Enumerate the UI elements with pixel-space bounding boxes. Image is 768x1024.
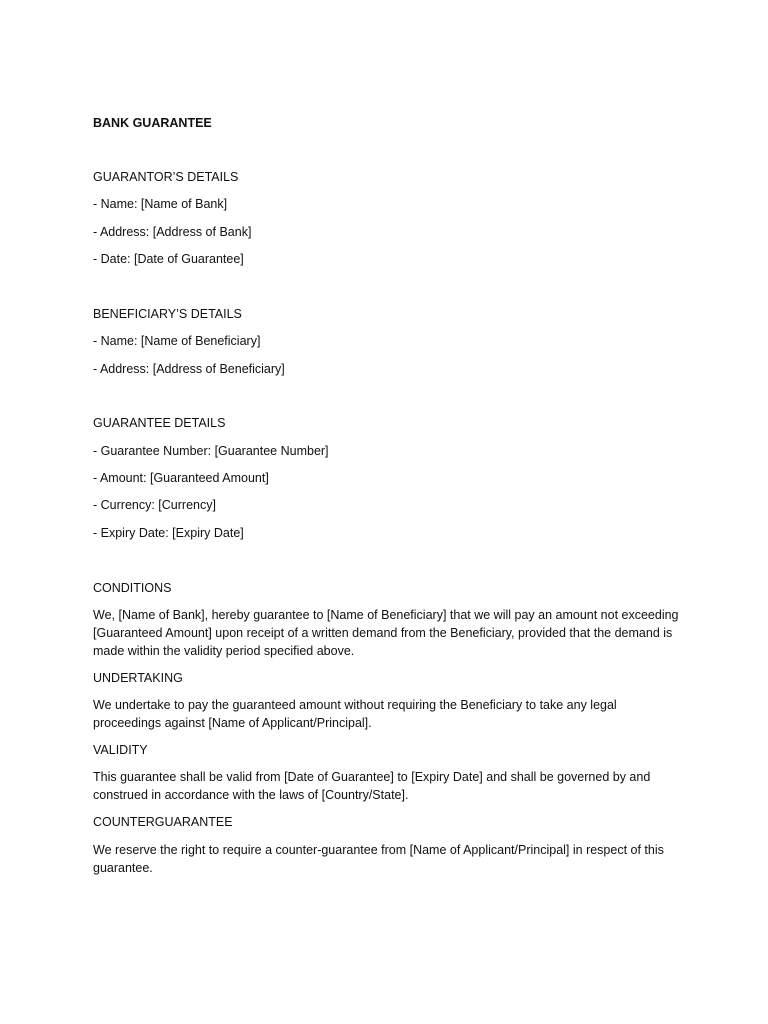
undertaking-paragraph: We undertake to pay the guaranteed amount without requiring the Beneficiary to take any legal proceedings against [Name of Applicant/Principal].: [93, 698, 617, 730]
guarantor-address: - Address: [Address of Bank]: [93, 225, 252, 239]
guarantor-date: - Date: [Date of Guarantee]: [93, 252, 244, 266]
counterguarantee-heading: COUNTERGUARANTEE: [93, 815, 233, 829]
guarantee-amount: - Amount: [Guaranteed Amount]: [93, 471, 269, 485]
guarantee-expiry-date: - Expiry Date: [Expiry Date]: [93, 526, 244, 540]
guarantee-number: - Guarantee Number: [Guarantee Number]: [93, 444, 329, 458]
beneficiary-address: - Address: [Address of Beneficiary]: [93, 362, 285, 376]
document-page: [93, 0, 683, 1024]
conditions-heading: CONDITIONS: [93, 581, 172, 595]
guarantee-currency: - Currency: [Currency]: [93, 498, 216, 512]
beneficiary-name: - Name: [Name of Beneficiary]: [93, 334, 261, 348]
validity-heading: VALIDITY: [93, 743, 148, 757]
validity-paragraph: This guarantee shall be valid from [Date of Guarantee] to [Expiry Date] and shall be governed by and construed in accordance with the laws of [Country/State].: [93, 770, 651, 802]
counterguarantee-paragraph: We reserve the right to require a counter-guarantee from [Name of Applicant/Principal] in respect of this guarantee.: [93, 843, 664, 875]
conditions-paragraph: We, [Name of Bank], hereby guarantee to [Name of Beneficiary] that we will pay an amount not exceeding [Guaranteed Amount] upon receipt of a written demand from the Beneficiary, provided that the demand is made within the validity period specified above.: [93, 608, 679, 658]
guarantor-name: - Name: [Name of Bank]: [93, 197, 228, 211]
beneficiary-heading: BENEFICIARY’S DETAILS: [93, 307, 242, 321]
guarantee-details-heading: GUARANTEE DETAILS: [93, 416, 226, 430]
guarantor-heading: GUARANTOR’S DETAILS: [93, 170, 239, 184]
document-title: BANK GUARANTEE: [93, 116, 212, 130]
undertaking-heading: UNDERTAKING: [93, 671, 183, 685]
